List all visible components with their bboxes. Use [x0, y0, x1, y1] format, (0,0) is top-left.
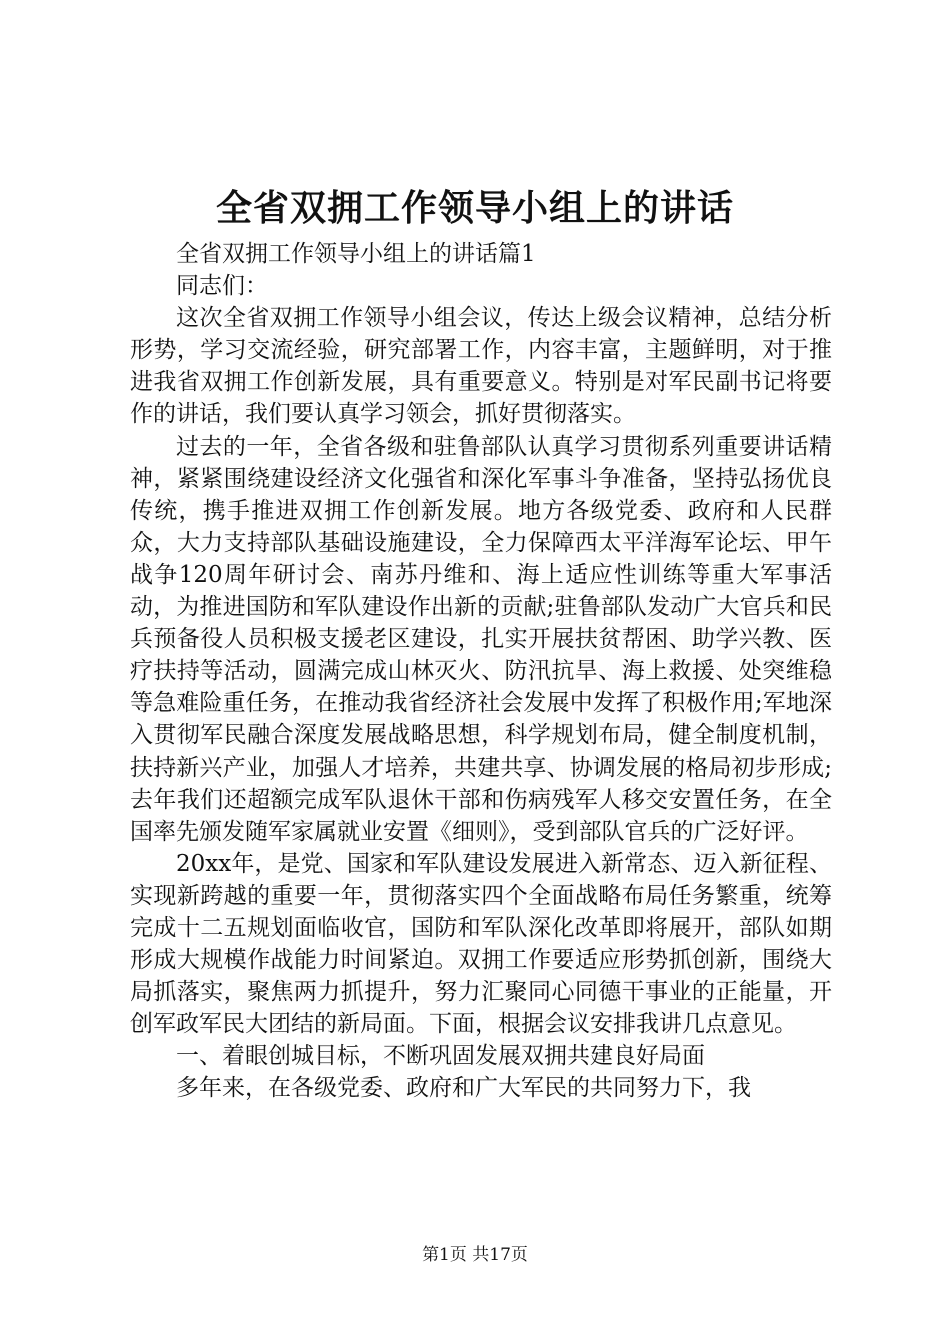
document-title: 全省双拥工作领导小组上的讲话 [215, 187, 734, 229]
paragraph: 这次全省双拥工作领导小组会议，传达上级会议精神，总结分析形势，学习交流经验，研究部署工作，内容丰富，主题鲜明，对于推进我省双拥工作创新发展，具有重要意义。特别是对军民副书记将要作的讲话，我们要认真学习领会，抓好贯彻落实。 [130, 305, 832, 428]
subsection-heading: 一、着眼创城目标，不断巩固发展双拥共建良好局面 [176, 1043, 705, 1070]
paragraph: 过去的一年，全省各级和驻鲁部队认真学习贯彻系列重要讲话精神，紧紧围绕建设经济文化强省和深化军事斗争准备，坚持弘扬优良传统，携手推进双拥工作创新发展。地方各级党委、政府和人民群众，大力支持部队基础设施建设，全力保障西太平洋海军论坛、甲午战争120周年研讨会、南苏丹维和、海上适应性训练等重大军事活动，为推进国防和军队建设作出新的贡献;驻鲁部队发动广大官兵和民兵预备役人员积极支援老区建设，扎实开展扶贫帮困、助学兴教、医疗扶持等活动，圆满完成山林灭火、防汛抗旱、海上救援、处突维稳等急难险重任务，在推动我省经济社会发展中发挥了积极作用;军地深入贯彻军民融合深度发展战略思想，科学规划布局，健全制度机制，扶持新兴产业，加强人才培养，共建共享、协调发展的格局初步形成;去年我们还超额完成军队退休干部和伤病残军人移交安置任务，在全国率先颁发随军家属就业安置《细则》，受到部队官兵的广泛好评。 [130, 433, 832, 845]
salutation: 同志们： [176, 273, 268, 300]
document-body [130, 238, 832, 1105]
paragraph: 多年来，在各级党委、政府和广大军民的共同努力下，我 [176, 1075, 751, 1102]
page-footer: 第1页 共17页 [422, 1245, 528, 1265]
section-heading: 全省双拥工作领导小组上的讲话篇1 [176, 241, 536, 267]
paragraph: 20xx年，是党、国家和军队建设发展进入新常态、迈入新征程、实现新跨越的重要一年，贯彻落实四个全面战略布局任务繁重，统筹完成十二五规划面临收官，国防和军队深化改革即将展开，部队如期形成大规模作战能力时间紧迫。双拥工作要适应形势抓创新，围绕大局抓落实，聚焦两力抓提升，努力汇聚同心同德干事业的正能量，开创军政军民大团结的新局面。下面，根据会议安排我讲几点意见。 [130, 850, 832, 1038]
